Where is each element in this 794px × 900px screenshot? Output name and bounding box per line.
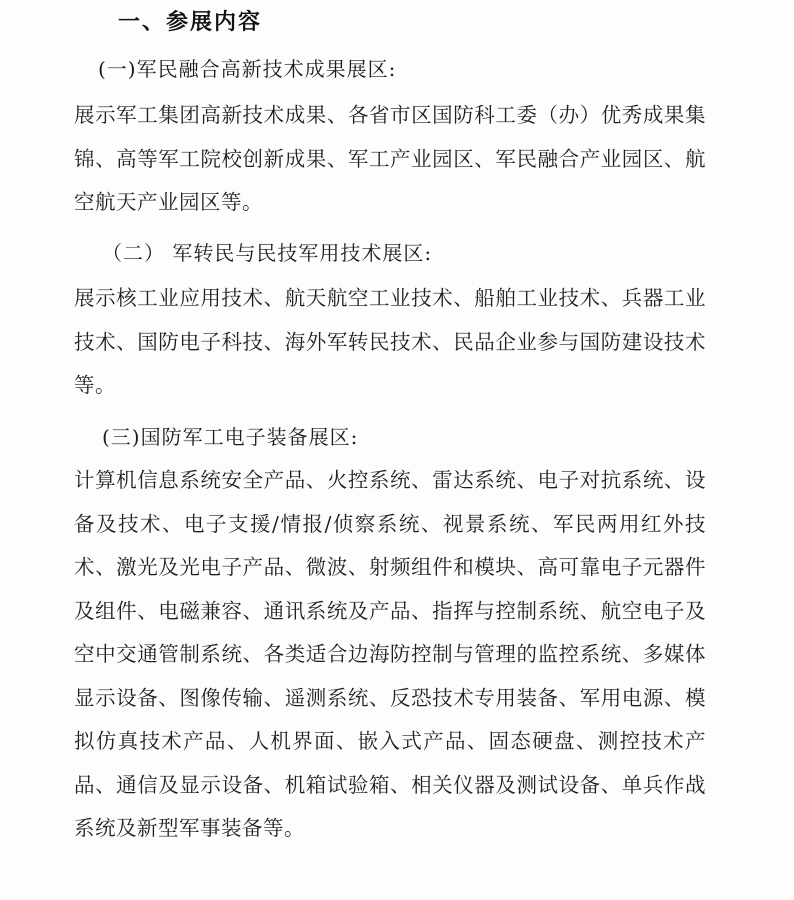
subsection-body-3: 计算机信息系统安全产品、火控系统、雷达系统、电子对抗系统、设备及技术、电子支援/情报/侦察系统、视景系统、军民两用红外技术、激光及光电子产品、微波、射频组件和模块、高可靠电子元器件及组件、电磁兼容、通讯系统及产品、指挥与控制系统、航空电子及空中交通管制系统、各类适合边海防控制与管理的监控系统、多媒体显示设备、图像传输、遥测系统、反恐技术专用装备、军用电源、模拟仿真技术产品、人机界面、嵌入式产品、固态硬盘、测控技术产品、通信及显示设备、机箱试验箱、相关仪器及测试设备、单兵作战系统及新型军事装备等。 [74, 468, 706, 840]
section-heading: 一、参展内容 [118, 9, 263, 35]
subsection-body-1: 展示军工集团高新技术成果、各省市区国防科工委（办）优秀成果集锦、高等军工院校创新成果、军工产业园区、军民融合产业园区、航空航天产业园区等。 [74, 103, 706, 214]
subsection-title-2: （二） 军转民与民技军用技术展区: [102, 241, 433, 265]
subsection-title-1: (一)军民融合高新技术成果展区: [98, 57, 397, 81]
subsection-body-2: 展示核工业应用技术、航天航空工业技术、船舶工业技术、兵器工业技术、国防电子科技、海外军转民技术、民品企业参与国防建设技术等。 [74, 286, 706, 397]
subsection-title-3: (三)国防军工电子装备展区: [102, 425, 359, 449]
